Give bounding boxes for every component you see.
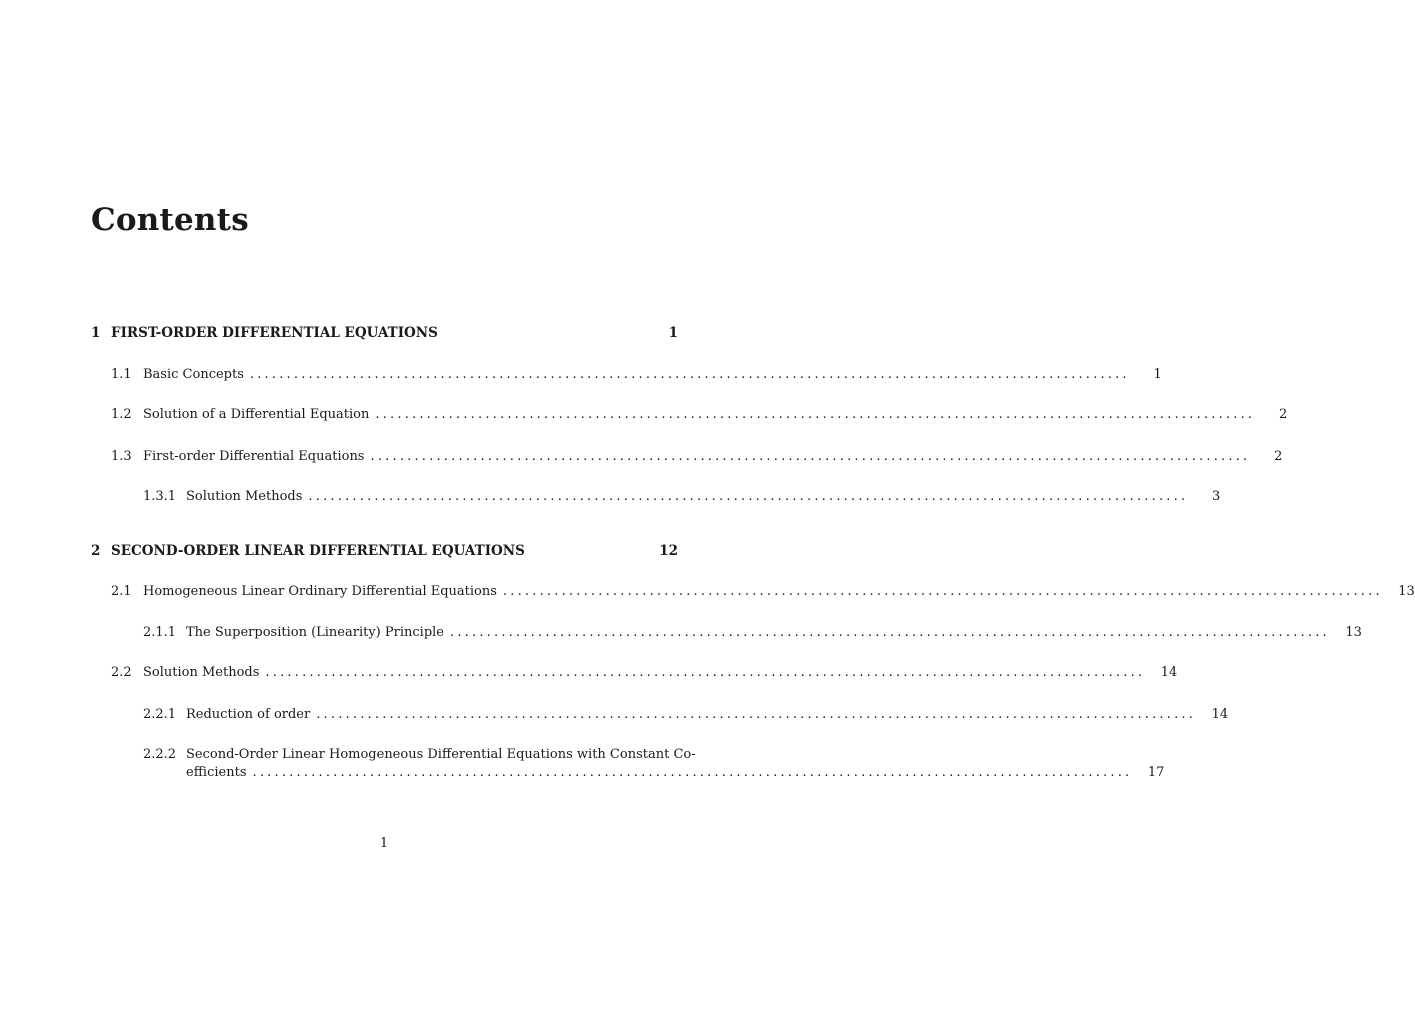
toc-dot-leader: ........................................................................................................................: [375, 407, 1256, 422]
toc-number: 1.3: [111, 449, 132, 464]
toc-page: 2: [1274, 449, 1283, 464]
page-title: Contents: [91, 202, 249, 238]
toc-dot-leader: ........................................................................................................................: [502, 584, 1383, 599]
toc-title: FIRST-ORDER DIFFERENTIAL EQUATIONS: [111, 325, 438, 341]
toc-chapter-1[interactable]: [91, 325, 678, 345]
toc-title: The Superposition (Linearity) Principle: [186, 625, 444, 640]
toc-number: 2.1.1: [143, 625, 177, 640]
toc-number: 2: [91, 543, 101, 559]
toc-chapter-2[interactable]: [91, 543, 678, 563]
toc-number: 2.2: [111, 665, 132, 680]
toc-page: 14: [1211, 707, 1229, 722]
toc-title-line-1: Second-Order Linear Homogeneous Differential Equations with Constant Co-: [186, 747, 696, 762]
toc-section-1-2[interactable]: [91, 407, 1288, 427]
toc-subsection-2-1-1[interactable]: [91, 625, 1362, 645]
toc-title: Homogeneous Linear Ordinary Differential Equations: [143, 584, 497, 599]
toc-dot-leader: ........................................................................................................................: [450, 625, 1330, 640]
toc-number: 2.1: [111, 584, 132, 599]
toc-title: Solution Methods: [143, 665, 260, 680]
toc-subsection-1-3-1[interactable]: [91, 489, 1221, 509]
toc-title: SECOND-ORDER LINEAR DIFFERENTIAL EQUATIONS: [111, 543, 525, 559]
toc-page: 14: [1160, 665, 1178, 680]
toc-dot-leader: ........................................................................................................................: [249, 367, 1130, 382]
toc-number: 1: [91, 325, 101, 341]
toc-subsection-2-2-2[interactable]: [91, 747, 696, 767]
toc-page: 3: [1212, 489, 1221, 504]
toc-section-2-2[interactable]: [91, 665, 1178, 685]
toc-page: 1: [1153, 367, 1162, 382]
toc-dot-leader: ........................................................................................................................: [370, 449, 1251, 464]
toc-page: 1: [668, 325, 678, 341]
toc-page: 12: [659, 543, 678, 559]
toc-section-1-1[interactable]: [91, 367, 1162, 387]
toc-subsection-2-2-1[interactable]: [91, 707, 1229, 727]
toc-title: Solution of a Differential Equation: [143, 407, 370, 422]
toc-dot-leader: ........................................................................................................................: [316, 707, 1197, 722]
toc-number: 2.2.2: [143, 747, 177, 762]
toc-page: 17: [1147, 765, 1165, 780]
toc-title: First-order Differential Equations: [143, 449, 365, 464]
toc-title: Reduction of order: [186, 707, 311, 722]
toc-page: 13: [1398, 584, 1415, 599]
toc-title: Solution Methods: [186, 489, 303, 504]
toc-section-2-1[interactable]: [91, 584, 1415, 604]
toc-page: 2: [1278, 407, 1288, 422]
toc-dot-leader: ........................................................................................................................: [265, 665, 1146, 680]
page-number: 1: [379, 836, 389, 851]
toc-number: 1.1: [111, 367, 132, 382]
toc-dot-leader: ........................................................................................................................: [252, 765, 1133, 780]
toc-page: 13: [1345, 625, 1362, 640]
toc-number: 1.2: [111, 407, 132, 422]
toc-section-1-3[interactable]: [91, 449, 1283, 469]
toc-number: 2.2.1: [143, 707, 177, 722]
toc-subsection-2-2-2-continued[interactable]: [186, 765, 1165, 785]
toc-number: 1.3.1: [143, 489, 177, 504]
toc-title: Basic Concepts: [143, 367, 244, 382]
toc-title-line-2: efficients: [186, 765, 247, 780]
toc-dot-leader: ........................................................................................................................: [308, 489, 1189, 504]
